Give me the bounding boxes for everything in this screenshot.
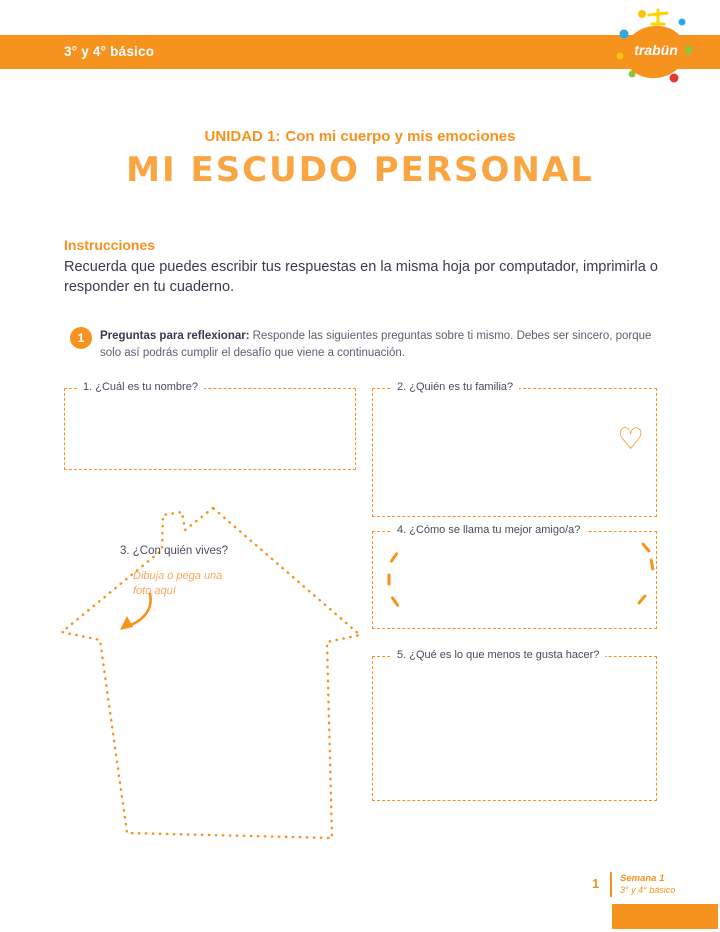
question-2-answer-box[interactable] xyxy=(372,381,657,517)
instructions-body: Recuerda que puedes escribir tus respuestas en la misma hoja por computador, imprimirla o responder en tu cuaderno. xyxy=(64,259,658,296)
question-4-label: 4. ¿Cómo se llama tu mejor amigo/a? xyxy=(391,524,586,536)
arrow-down-icon xyxy=(112,590,162,636)
instructions-heading: Instrucciones xyxy=(64,237,156,253)
footer-divider xyxy=(610,872,612,897)
question-1-label: 1. ¿Cuál es tu nombre? xyxy=(77,381,204,393)
logo-wordmark: trabün xyxy=(634,42,678,58)
question-1-answer-box[interactable] xyxy=(64,381,356,470)
footer-page-number: 1 xyxy=(592,876,600,891)
unit-subtitle xyxy=(0,128,720,145)
activity-label: Preguntas para reflexionar: xyxy=(100,330,250,342)
heart-icon: ♡ xyxy=(617,423,644,456)
page-title: MI ESCUDO PERSONAL xyxy=(126,150,594,190)
unit-label: UNIDAD 1: xyxy=(204,128,281,145)
question-5-label: 5. ¿Qué es lo que menos te gusta hacer? xyxy=(391,649,605,661)
activity-description-text: Responde las siguientes preguntas sobre ti mismo. Debes ser sincero, porque solo así podrás cumplir el desafío que viene a continuación. xyxy=(100,330,652,359)
question-2-label: 2. ¿Quién es tu familia? xyxy=(391,381,519,393)
question-5-answer-box[interactable] xyxy=(372,649,657,801)
question-3-hint: Dibuja o pega una foto aquí xyxy=(133,570,223,597)
unit-subtitle-text: Con mi cuerpo y mis emociones xyxy=(285,128,516,145)
footer-grade-label: 3° y 4° básico xyxy=(620,885,676,895)
footer-corner-bar xyxy=(612,904,718,929)
question-3-label: 3. ¿Con quién vives? xyxy=(120,545,229,557)
footer-week-label: Semana 1 xyxy=(620,873,665,884)
header-grade-label: 3° y 4° básico xyxy=(64,44,155,59)
trabun-logo xyxy=(612,4,700,92)
decorative-dash-icon xyxy=(388,574,391,586)
activity-description xyxy=(100,328,656,361)
logo-figure-icon xyxy=(649,10,667,24)
question-4-answer-box[interactable] xyxy=(372,524,657,629)
activity-number-badge: 1 xyxy=(70,327,92,349)
